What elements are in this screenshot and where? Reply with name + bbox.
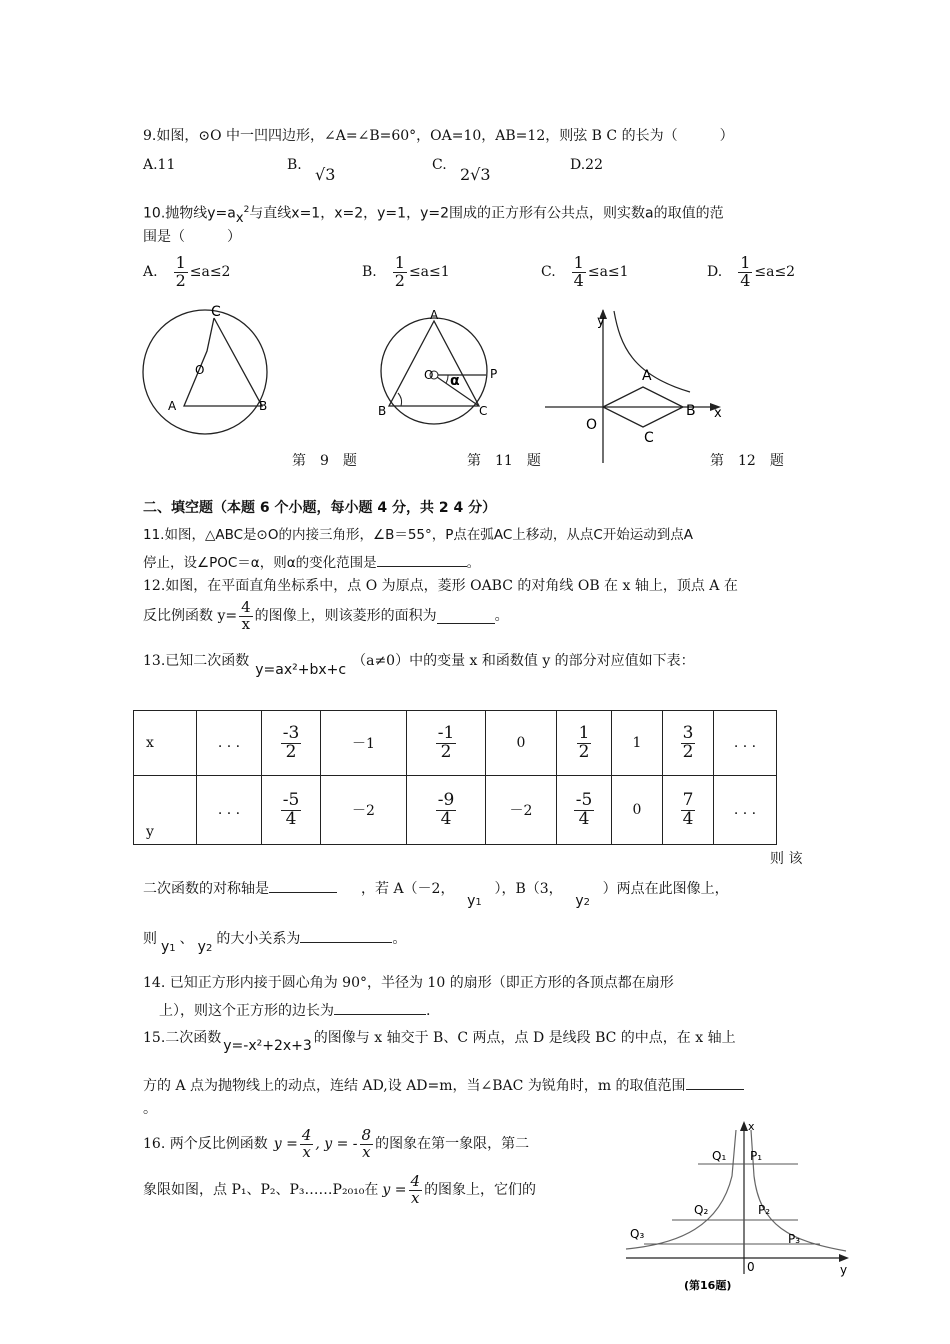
q15-answer-blank bbox=[686, 1075, 744, 1090]
fig11-label-c: C bbox=[479, 404, 488, 418]
figure-16 bbox=[620, 1116, 852, 1296]
q9-option-c-label: C. bbox=[432, 157, 447, 173]
q13-line3: 则 y1、 y2的大小关系为 。 bbox=[143, 928, 406, 948]
fig9-label-b: B bbox=[259, 399, 268, 413]
q9-option-b-value: √3 bbox=[315, 165, 336, 184]
fig11-label-b: B bbox=[378, 404, 387, 418]
q9-option-c-value: 2√3 bbox=[460, 165, 491, 184]
fig11-label-p: P bbox=[490, 367, 498, 381]
table-row-x: x . . . $\frac{-3}{2}$ －1 $\frac{-1}{2}$ 0 $\frac{1}{2}$ 1 $\frac{3}{2}$ . . . bbox=[134, 711, 777, 776]
fig16-label-x: x bbox=[748, 1120, 755, 1133]
fig16-label-p2: P₂ bbox=[758, 1203, 771, 1217]
q13-compare-blank bbox=[300, 928, 392, 943]
q13-axis-blank bbox=[269, 878, 337, 893]
table-cell: －2 bbox=[486, 776, 557, 845]
table-cell: －2 bbox=[321, 776, 407, 845]
q13-value-table bbox=[133, 710, 777, 845]
q13-line2: 二次函数的对称轴是 ，若 A（－2，y1），B（3，y2）两点在此图像上， bbox=[143, 878, 729, 898]
section-2-title: 二、填空题（本题 6 个小题，每小题 4 分，共 2 4 分） bbox=[143, 500, 497, 516]
figure-11-caption: 第 11 题 bbox=[467, 453, 541, 469]
q16-line2: 象限如图，点 P₁、P₂、P₃……P₂₀₁₀在 y = $\frac{4}{x}$ 的图象上，它们的 bbox=[143, 1172, 537, 1207]
fig16-label-q2: Q₂ bbox=[694, 1203, 709, 1217]
q10-line2: 围是（ ） bbox=[143, 229, 241, 245]
q12-line1: 12.如图，在平面直角坐标系中，点 O 为原点，菱形 OABC 的对角线 OB 在 x 轴上，顶点 A 在 bbox=[143, 578, 738, 594]
table-header-y: y bbox=[134, 776, 197, 845]
fig16-label-y: y bbox=[840, 1263, 848, 1277]
fig12-label-b: B bbox=[686, 403, 696, 419]
fig11-label-a: A bbox=[430, 308, 439, 322]
figure-9 bbox=[138, 300, 278, 445]
fig16-caption: (第16题) bbox=[684, 1279, 732, 1292]
q9-stem: 9.如图，⊙O 中一凹四边形，∠A=∠B=60°，OA=10，AB=12，则弦 B C 的长为（ ） bbox=[143, 128, 734, 144]
fig11-label-o: O bbox=[424, 368, 434, 382]
fig16-label-p3: P₃ bbox=[788, 1232, 801, 1246]
fig11-label-alpha: α bbox=[450, 373, 460, 389]
table-cell-dots: . . . bbox=[197, 776, 262, 845]
q11-line2: 停止，设∠POC＝α，则α的变化范围是 。 bbox=[143, 552, 480, 571]
q13-stem: 13.已知二次函数y=ax²+bx+c（a≠0）中的变量 x 和函数值 y 的部分对应值如下表： bbox=[143, 653, 695, 678]
figure-12 bbox=[540, 305, 740, 465]
fig12-label-a: A bbox=[642, 368, 652, 384]
fig12-label-o: O bbox=[586, 417, 598, 433]
q11-line1: 11.如图，△ABC是⊙O的内接三角形，∠B＝55°，P点在弧AC上移动，从点C开始运动到点A bbox=[143, 527, 693, 543]
q14-line2: 上），则这个正方形的边长为 . bbox=[159, 1000, 430, 1020]
q10-option-a: A. $\frac{1}{2}$ ≤a≤2 bbox=[143, 253, 231, 290]
table-cell: 0 bbox=[486, 711, 557, 776]
figure-9-caption: 第 9 题 bbox=[292, 453, 357, 469]
fig12-label-x: x bbox=[714, 406, 722, 421]
q10-stem: 10.抛物线$y=ax^2$与直线x=1，x=2，y=1，y=2围成的正方形有公共点，则实数a的取值的范 bbox=[143, 205, 724, 226]
q10-option-d: D. $\frac{1}{4}$ ≤a≤2 bbox=[707, 253, 796, 290]
fig9-label-c: C bbox=[211, 304, 221, 320]
table-cell: 0 bbox=[612, 776, 663, 845]
fig9-label-a: A bbox=[168, 399, 177, 413]
table-cell-dots: . . . bbox=[714, 711, 777, 776]
q15-line2: 方的 A 点为抛物线上的动点，连结 AD,设 AD=m，当∠BAC 为锐角时，m 的取值范围 bbox=[143, 1075, 744, 1095]
table-cell-dots: . . . bbox=[714, 776, 777, 845]
q14-line1: 14. 已知正方形内接于圆心角为 90°，半径为 10 的扇形（即正方形的各顶点都在扇形 bbox=[143, 975, 674, 991]
q15-end: 。 bbox=[143, 1101, 157, 1117]
q16-line1: 16. 两个反比例函数 y = $\frac{4}{x}$ , y = - $\frac{8}{x}$ 的图象在第一象限，第二 bbox=[143, 1126, 530, 1161]
table-cell-dots: . . . bbox=[197, 711, 262, 776]
q10-option-b: B. $\frac{1}{2}$ ≤a≤1 bbox=[362, 253, 450, 290]
q12-answer-blank bbox=[437, 609, 495, 624]
fig16-label-p1: P₁ bbox=[750, 1149, 763, 1163]
q14-answer-blank bbox=[334, 1000, 426, 1015]
q11-answer-blank bbox=[377, 552, 467, 567]
table-cell: 1 bbox=[612, 711, 663, 776]
fig16-label-q1: Q₁ bbox=[712, 1149, 727, 1163]
fig16-label-origin: 0 bbox=[747, 1260, 755, 1274]
fig12-label-c: C bbox=[644, 430, 654, 446]
q9-option-d: D.22 bbox=[570, 157, 603, 173]
figure-11 bbox=[372, 305, 507, 425]
fig12-label-y: y bbox=[597, 314, 605, 329]
q9-option-a: A.11 bbox=[143, 157, 176, 173]
table-cell: －1 bbox=[321, 711, 407, 776]
table-row-y: y . . . $\frac{-5}{4}$ －2 $\frac{-9}{4}$ －2 $\frac{-5}{4}$ 0 $\frac{7}{4}$ . . . bbox=[134, 776, 777, 845]
q12-line2: 反比例函数 y= $\frac{4}{x}$ 的图像上，则该菱形的面积为 。 bbox=[143, 598, 509, 633]
fig9-label-o: O bbox=[195, 363, 205, 377]
q9-option-b-label: B. bbox=[287, 157, 302, 173]
table-header-x: x bbox=[134, 711, 197, 776]
figure-12-caption: 第 12 题 bbox=[710, 453, 784, 469]
q13-tail: 则 该 bbox=[770, 851, 803, 867]
q15-line1: 15.二次函数 y=-x²+2x+3 的图像与 x 轴交于 B、C 两点，点 D 是线段 BC 的中点，在 x 轴上 bbox=[143, 1030, 736, 1054]
fig16-label-q3: Q₃ bbox=[630, 1227, 645, 1241]
q10-option-c: C. $\frac{1}{4}$ ≤a≤1 bbox=[541, 253, 629, 290]
